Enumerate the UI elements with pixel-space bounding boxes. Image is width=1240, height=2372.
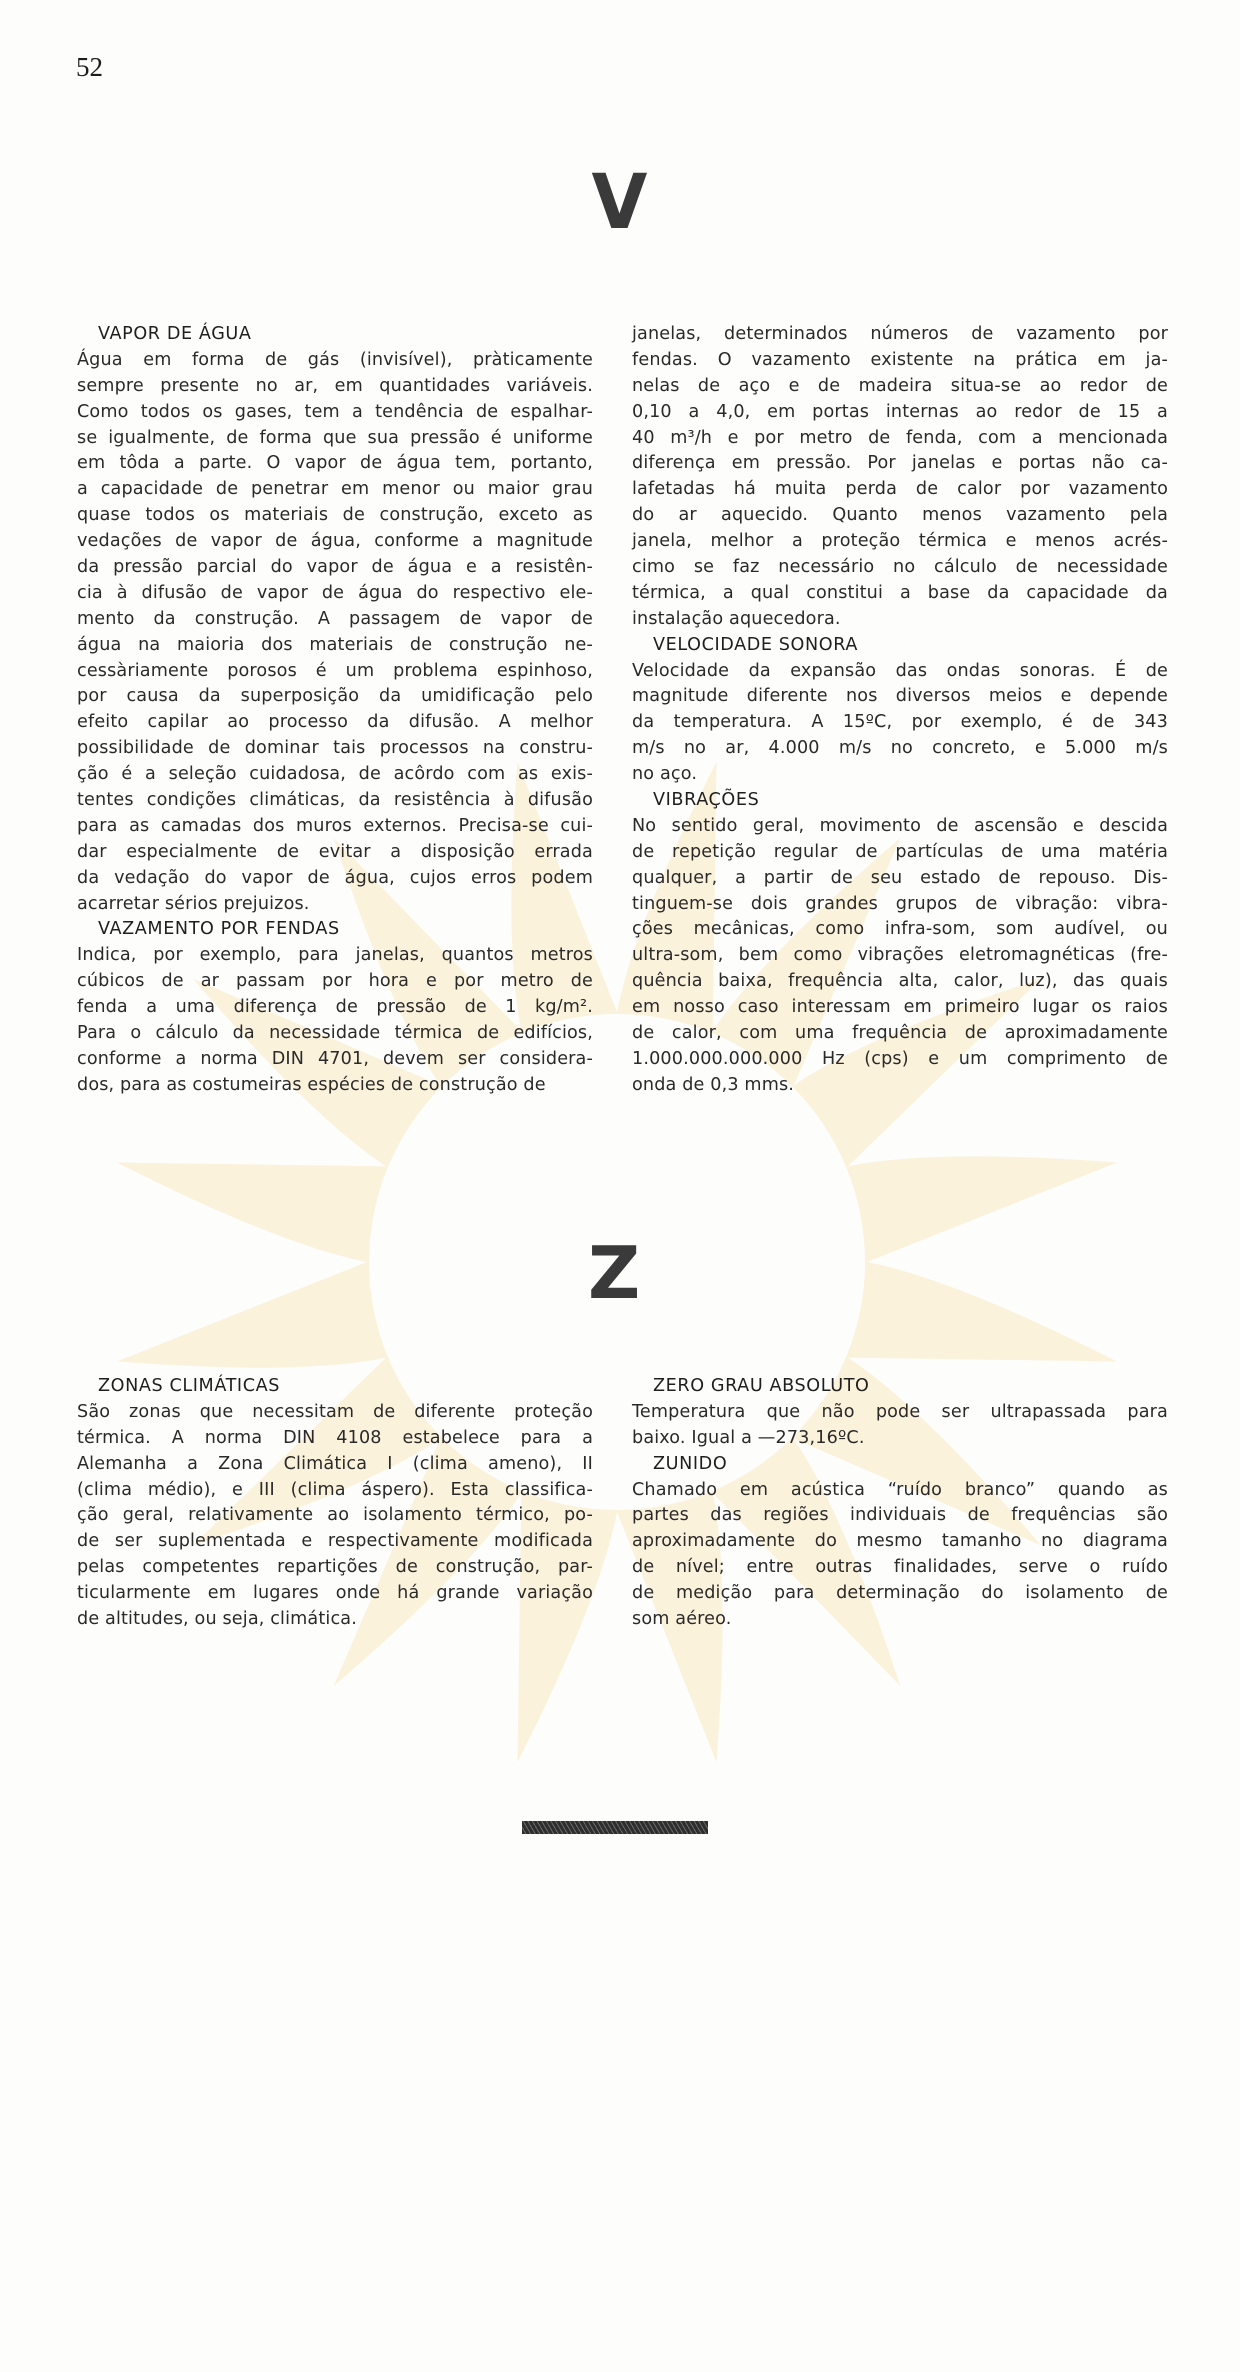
entry-text-line: 40 m³/h e por metro de fenda, com a mencionada	[632, 427, 1168, 448]
entry-text-line: da pressão parcial do vapor de água e a resistên-	[77, 557, 593, 578]
entry-text-line: fenda a uma diferença de pressão de 1 kg/m².	[77, 997, 593, 1018]
entry-heading: ZONAS CLIMÁTICAS	[98, 1376, 281, 1396]
column-v-left	[77, 322, 593, 1099]
entry-text-line: instalação aquecedora.	[632, 608, 841, 629]
entry-text-line: som aéreo.	[632, 1609, 732, 1630]
entry-text-line: cimo se faz necessário no cálculo de necessidade	[632, 557, 1168, 578]
entry-heading: VIBRAÇÕES	[653, 790, 760, 811]
entry-text-line: da vedação do vapor de água, cujos erros podem	[77, 867, 593, 888]
entry-text-line: aproximadamente do mesmo tamanho no diagrama	[632, 1531, 1168, 1552]
entry-text-line: nelas de aço e de madeira situa-se ao redor de	[632, 375, 1168, 396]
column-z-right	[632, 1374, 1168, 1633]
entry-heading: ZUNIDO	[653, 1453, 728, 1474]
entry-text-line: ção é a seleção cuidadosa, de acôrdo com as exis-	[77, 764, 593, 785]
entry-text-line: Água em forma de gás (invisível), pràticamente	[77, 349, 593, 370]
entry-text-line: da temperatura. A 15ºC, por exemplo, é de 343	[632, 712, 1168, 733]
entry-text-line: qualquer, a partir de seu estado de repouso. Dis-	[632, 867, 1168, 888]
entry-text-line: (clima médio), e III (clima áspero). Esta classifica-	[77, 1479, 593, 1500]
entry-text-line: vedações de vapor de água, conforme a magnitude	[77, 531, 593, 552]
entry-text-line: Alemanha a Zona Climática I (clima ameno), II	[77, 1453, 593, 1474]
entry-text-line: sempre presente no ar, em quantidades variáveis.	[77, 375, 593, 396]
entry-text-line: por causa da superposição da umidificação pelo	[77, 686, 593, 707]
section-letter-z: Z	[588, 1231, 641, 1315]
entry-text-line: ultra-som, bem como vibrações eletromagnéticas (fre-	[632, 945, 1168, 966]
entry-text-line: ções mecânicas, como infra-som, som audível, ou	[632, 919, 1168, 940]
entry-text-line: possibilidade de dominar tais processos na constru-	[77, 738, 593, 759]
entry-text-line: onda de 0,3 mms.	[632, 1074, 795, 1095]
entry-text-line: de repetição regular de partículas de uma matéria	[632, 841, 1168, 862]
entry-text-line: magnitude diferente nos diversos meios e depende	[632, 686, 1168, 707]
entry-text-line: pelas competentes repartições de construção, par-	[77, 1557, 593, 1578]
entry-text-line: de altitudes, ou seja, climática.	[77, 1609, 357, 1630]
entry-heading: ZERO GRAU ABSOLUTO	[653, 1376, 870, 1396]
section-letter-v: V	[591, 157, 648, 246]
entry-text-line: ticularmente em lugares onde há grande variação	[77, 1583, 593, 1604]
entry-text-line: No sentido geral, movimento de ascensão e descida	[632, 815, 1168, 836]
entry-text-line: diferença em pressão. Por janelas e portas não ca-	[632, 453, 1168, 474]
entry-text-line: Para o cálculo da necessidade térmica de edifícios,	[77, 1023, 593, 1044]
entry-text-line: partes das regiões individuais de frequências são	[632, 1505, 1168, 1526]
entry-text-line: m/s no ar, 4.000 m/s no concreto, e 5.000 m/s	[632, 738, 1168, 759]
entry-text-line: em tôda a parte. O vapor de água tem, portanto,	[77, 453, 593, 474]
entry-text-line: térmica. A norma DIN 4108 estabelece para a	[77, 1427, 593, 1448]
entry-text-line: cia à difusão de vapor de água do respectivo ele-	[77, 582, 593, 603]
entry-text-line: dos, para as costumeiras espécies de construção de	[77, 1074, 546, 1095]
entry-text-line: em nosso caso interessam em primeiro lugar os raios	[632, 997, 1168, 1018]
entry-text-line: conforme a norma DIN 4701, devem ser considera-	[77, 1048, 593, 1069]
entry-text-line: cessàriamente porosos é um problema espinhoso,	[77, 660, 593, 681]
entry-text-line: Como todos os gases, tem a tendência de espalhar-	[77, 401, 593, 422]
entry-text-line: no aço.	[632, 764, 698, 785]
entry-text-line: janelas, determinados números de vazamento por	[632, 324, 1168, 344]
entry-text-line: São zonas que necessitam de diferente proteção	[77, 1401, 593, 1422]
column-z-left	[77, 1374, 593, 1633]
entry-text-line: tinguem-se dois grandes grupos de vibração: vibra-	[632, 893, 1168, 914]
entry-text-line: do ar aquecido. Quanto menos vazamento pela	[632, 505, 1168, 526]
entry-text-line: a capacidade de penetrar em menor ou maior grau	[77, 479, 593, 500]
entry-text-line: quência baixa, frequência alta, calor, luz), das quais	[632, 971, 1168, 992]
entry-text-line: baixo. Igual a —273,16ºC.	[632, 1427, 865, 1448]
entry-text-line: de calor, com uma frequência de aproximadamente	[632, 1023, 1168, 1044]
page-number: 52	[76, 52, 103, 82]
entry-heading: VAPOR DE ÁGUA	[98, 324, 252, 344]
entry-text-line: de medição para determinação do isolamento de	[632, 1583, 1168, 1604]
entry-text-line: de ser suplementada e respectivamente modificada	[77, 1531, 593, 1552]
entry-text-line: fendas. O vazamento existente na prática em ja-	[632, 349, 1168, 370]
entry-text-line: efeito capilar ao processo da difusão. A melhor	[77, 712, 593, 733]
entry-text-line: se igualmente, de forma que sua pressão é uniforme	[77, 427, 593, 448]
entry-heading: VELOCIDADE SONORA	[653, 634, 858, 655]
entry-text-line: quase todos os materiais de construção, exceto as	[77, 505, 593, 526]
entry-text-line: para as camadas dos muros externos. Precisa-se cui-	[77, 815, 593, 836]
entry-text-line: acarretar sérios prejuizos.	[77, 893, 310, 914]
column-v-right	[632, 322, 1168, 1099]
entry-text-line: ção geral, relativamente ao isolamento térmico, po-	[77, 1505, 593, 1526]
entry-text-line: Indica, por exemplo, para janelas, quantos metros	[77, 945, 593, 966]
entry-heading: VAZAMENTO POR FENDAS	[98, 919, 340, 940]
entry-text-line: térmica, a qual constitui a base da capacidade da	[632, 582, 1168, 603]
entry-text-line: de nível; entre outras finalidades, serve o ruído	[632, 1557, 1168, 1578]
entry-text-line: mento da construção. A passagem de vapor de	[77, 608, 593, 629]
end-rule	[522, 1821, 708, 1834]
entry-text-line: dar especialmente de evitar a disposição errada	[77, 841, 593, 862]
entry-text-line: cúbicos de ar passam por hora e por metro de	[77, 971, 593, 992]
entry-text-line: 1.000.000.000.000 Hz (cps) e um comprimento de	[632, 1048, 1168, 1069]
entry-text-line: tentes condições climáticas, da resistência à difusão	[77, 790, 593, 811]
entry-text-line: 0,10 a 4,0, em portas internas ao redor de 15 a	[632, 401, 1168, 422]
entry-text-line: janela, melhor a proteção térmica e menos acrés-	[632, 531, 1168, 552]
entry-text-line: Temperatura que não pode ser ultrapassada para	[632, 1401, 1168, 1422]
entry-text-line: água na maioria dos materiais de construção ne-	[77, 634, 593, 655]
entry-text-line: lafetadas há muita perda de calor por vazamento	[632, 479, 1168, 500]
entry-text-line: Chamado em acústica “ruído branco” quando as	[632, 1479, 1168, 1500]
entry-text-line: Velocidade da expansão das ondas sonoras. É de	[632, 660, 1168, 681]
